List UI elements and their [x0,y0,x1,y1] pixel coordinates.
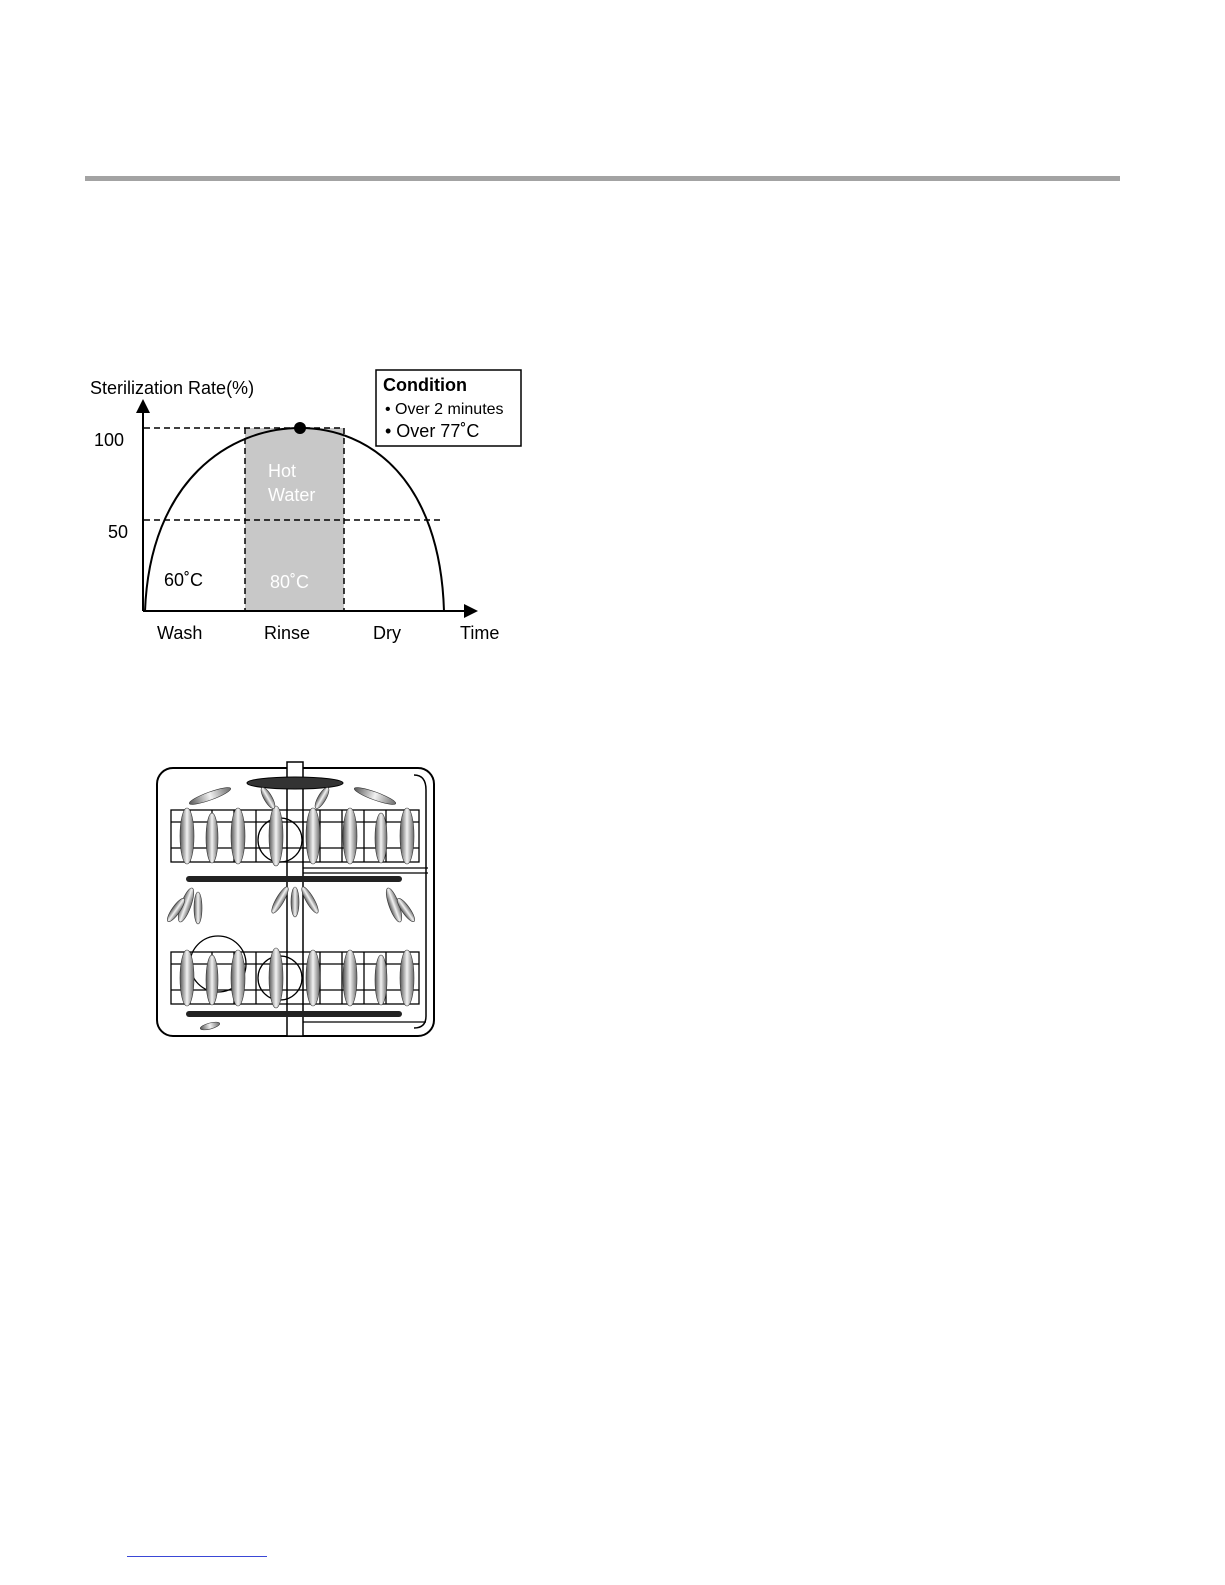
y-tick-100: 100 [94,430,125,450]
condition-item-2: • Over 77˚C [385,421,480,441]
dishwasher-spray-arms-icon [157,762,434,1036]
wash-temp-label: 60˚C [164,570,204,590]
y-tick-50: 50 [108,522,129,542]
hot-label: Hot [268,461,297,481]
x-tick-dry: Dry [373,623,401,643]
x-tick-wash: Wash [157,623,203,643]
rinse-temp-label: 80˚C [270,572,310,592]
y-axis-arrow-icon [136,399,150,413]
x-axis-label: Time [460,623,500,643]
x-axis-arrow-icon [464,604,478,618]
y-axis-label: Sterilization Rate(%) [90,378,255,398]
condition-title: Condition [383,375,467,395]
x-tick-rinse: Rinse [264,623,311,643]
condition-item-1: • Over 2 minutes [385,401,504,418]
water-label: Water [268,485,316,505]
peak-marker [294,422,306,434]
footer-link-underline [127,1556,267,1557]
